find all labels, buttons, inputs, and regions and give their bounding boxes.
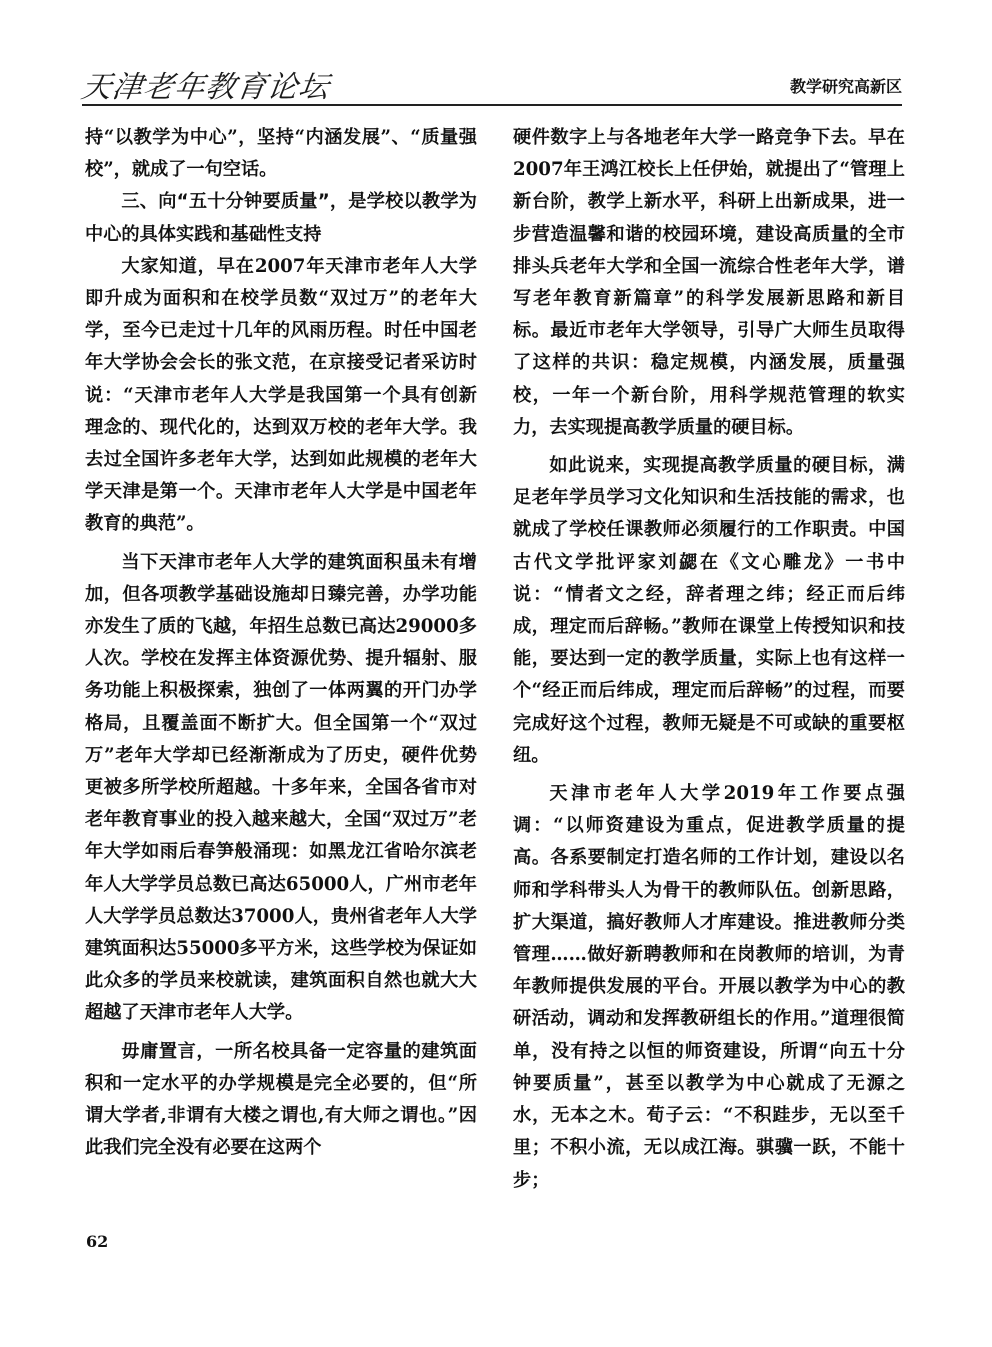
page-number: 62 bbox=[86, 1232, 109, 1251]
paragraph: 硬件数字上与各地老年大学一路竞争下去。早在2007年王鸿江校长上任伊始，就提出了“管理上新台阶，教学上新水平，科研上出新成果，进一步营造温馨和谐的校园环境，建设高质量的全市排头兵老年大学和全国一流综合性老年大学，谱写老年教育新篇章”的科学发展新思路和新目标。最近市老年大学领导，引导广大师生员取得了这样的共识：稳定规模，内涵发展，质量强校，一年一个新台阶，用科学规范管理的软实力，去实现提高教学质量的硬目标。 bbox=[513, 127, 905, 438]
paragraph: 大家知道，早在2007年天津市老年人大学即升成为面积和在校学员数“双过万”的老年大学，至今已走过十几年的风雨历程。时任中国老年大学协会会长的张文范，在京接受记者采访时说：“天津市老年人大学是我国第一个具有创新理念的、现代化的，达到双万校的老年大学。我去过全国许多老年大学，达到如此规模的老年大学天津是第一个。天津市老年人大学是中国老年教育的典范”。 bbox=[85, 255, 477, 535]
paragraph: 天津市老年人大学2019年工作要点强调：“以师资建设为重点，促进教学质量的提高。各系要制定打造名师的工作计划，建设以名师和学科带头人为骨干的教师队伍。创新思路，扩大渠道，搞好教师人才库建设。推进教师分类管理……做好新聘教师和在岗教师的培训，为青年教师提供发展的平台。开展以教学为中心的教研活动，调动和发挥教研组长的作用。”道理很简单，没有持之以恒的师资建设，所谓“向五十分钟要质量”，甚至以教学为中心就成了无源之水，无本之木。荀子云：“不积跬步，无以至千里；不积小流，无以成江海。骐骥一跃，不能十步； bbox=[513, 783, 905, 1191]
header-rule bbox=[82, 104, 902, 106]
right-column bbox=[513, 122, 905, 1197]
journal-masthead: 天津老年教育论坛 bbox=[79, 70, 332, 105]
left-column bbox=[85, 122, 477, 1165]
section-label: 教学研究高新区 bbox=[789, 77, 902, 96]
paragraph: 持“以教学为中心”，坚持“内涵发展”、“质量强校”，就成了一句空话。 bbox=[85, 127, 477, 181]
section-heading: 三、向“五十分钟要质量”，是学校以教学为中心的具体实践和基础性支持 bbox=[85, 191, 477, 245]
page-header bbox=[79, 60, 902, 105]
paragraph: 毋庸置言，一所名校具备一定容量的建筑面积和一定水平的办学规模是完全必要的，但“所谓大学者,非谓有大楼之谓也,有大师之谓也。”因此我们完全没有必要在这两个 bbox=[85, 1040, 477, 1159]
paragraph: 当下天津市老年人大学的建筑面积虽未有增加，但各项教学基础设施却日臻完善，办学功能亦发生了质的飞越，年招生总数已高达29000多人次。学校在发挥主体资源优势、提升辐射、服务功能上积极探索，独创了一体两翼的开门办学格局，且覆盖面不断扩大。但全国第一个“双过万”老年大学却已经渐渐成为了历史，硬件优势更被多所学校所超越。十多年来，全国各省市对老年教育事业的投入越来越大，全国“双过万”老年大学如雨后春笋般涌现：如黑龙江省哈尔滨老年人大学学员总数已高达65000人，广州市老年人大学学员总数达37000人，贵州省老年人大学建筑面积达55000多平方米，这些学校为保证如此众多的学员来校就读，建筑面积自然也就大大超越了天津市老年人大学。 bbox=[85, 551, 477, 1024]
paragraph: 如此说来，实现提高教学质量的硬目标，满足老年学员学习文化知识和生活技能的需求，也就成了学校任课教师必须履行的工作职责。中国古代文学批评家刘勰在《文心雕龙》一书中说：“情者文之经，辞者理之纬；经正而后纬成，理定而后辞畅。”教师在课堂上传授知识和技能，要达到一定的教学质量，实际上也有这样一个“经正而后纬成，理定而后辞畅”的过程，而要完成好这个过程，教师无疑是不可或缺的重要枢纽。 bbox=[513, 455, 905, 766]
